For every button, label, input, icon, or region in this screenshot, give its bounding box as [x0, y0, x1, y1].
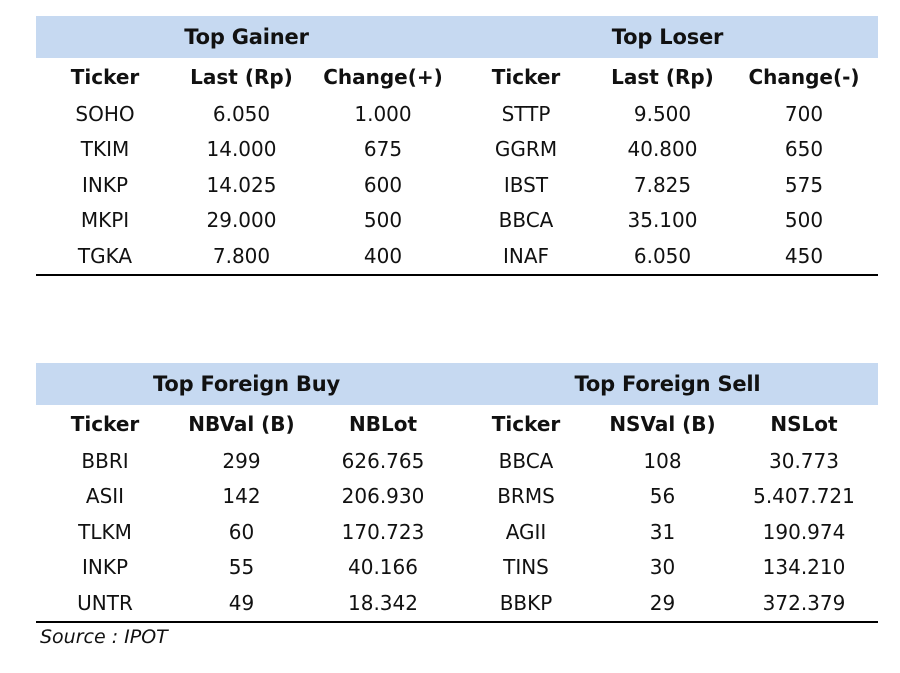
- last-price-cell: 7.800: [212, 243, 271, 268]
- last-price-cell: 35.100: [627, 208, 698, 233]
- column-header: Ticker: [491, 412, 561, 436]
- lot-cell: 170.723: [341, 519, 425, 544]
- column-header: Last (Rp): [611, 65, 714, 89]
- top-foreign-buy-title: Top Foreign Buy: [153, 372, 340, 396]
- ticker-cell: BRMS: [497, 484, 555, 509]
- gainer-loser-table: [36, 16, 878, 276]
- table-row: [36, 238, 878, 274]
- table-row: [36, 479, 878, 515]
- column-header: NSVal (B): [609, 412, 716, 436]
- column-header: Change(+): [323, 65, 443, 89]
- ticker-cell: SOHO: [75, 101, 135, 126]
- table-row: [36, 167, 878, 203]
- column-header: Ticker: [70, 65, 140, 89]
- foreign-flow-table: [36, 363, 878, 623]
- ticker-cell: GGRM: [494, 137, 558, 162]
- change-cell: 600: [363, 172, 403, 197]
- table-header-row: [36, 405, 878, 443]
- column-header: NBLot: [348, 412, 418, 436]
- lot-cell: 5.407.721: [753, 484, 855, 509]
- last-price-cell: 9.500: [633, 101, 692, 126]
- table-header-row: [36, 58, 878, 96]
- ticker-cell: TGKA: [77, 243, 133, 268]
- ticker-cell: TINS: [503, 555, 549, 580]
- value-cell: 49: [228, 590, 255, 615]
- column-header: NBVal (B): [188, 412, 295, 436]
- last-price-cell: 7.825: [633, 172, 692, 197]
- column-header: Ticker: [70, 412, 140, 436]
- column-header: Ticker: [491, 65, 561, 89]
- value-cell: 56: [649, 484, 676, 509]
- value-cell: 142: [222, 484, 261, 509]
- last-price-cell: 6.050: [633, 243, 692, 268]
- value-cell: 60: [228, 519, 255, 544]
- table-row: [36, 443, 878, 479]
- table-row: [36, 96, 878, 132]
- foreign-title-band: [36, 363, 878, 405]
- ticker-cell: BBCA: [498, 448, 554, 473]
- table-row: [36, 514, 878, 550]
- change-cell: 575: [784, 172, 824, 197]
- ticker-cell: BBCA: [498, 208, 554, 233]
- lot-cell: 134.210: [762, 555, 846, 580]
- change-cell: 1.000: [354, 101, 412, 126]
- column-header: NSLot: [770, 412, 838, 436]
- gainer-loser-title-band: [36, 16, 878, 58]
- ticker-cell: BBRI: [81, 448, 129, 473]
- ticker-cell: TKIM: [80, 137, 130, 162]
- table-row: [36, 585, 878, 621]
- top-loser-title: Top Loser: [611, 25, 724, 49]
- value-cell: 31: [649, 519, 676, 544]
- change-cell: 500: [363, 208, 403, 233]
- table-row: [36, 203, 878, 239]
- last-price-cell: 6.050: [212, 101, 271, 126]
- value-cell: 299: [222, 448, 261, 473]
- table-row: [36, 132, 878, 168]
- ticker-cell: INKP: [81, 555, 129, 580]
- ticker-cell: BBKP: [499, 590, 553, 615]
- change-cell: 500: [784, 208, 824, 233]
- ticker-cell: UNTR: [77, 590, 133, 615]
- ticker-cell: INKP: [81, 172, 129, 197]
- last-price-cell: 29.000: [206, 208, 277, 233]
- lot-cell: 18.342: [348, 590, 418, 615]
- lot-cell: 30.773: [769, 448, 839, 473]
- change-cell: 700: [784, 101, 824, 126]
- ticker-cell: TLKM: [78, 519, 132, 544]
- lot-cell: 40.166: [348, 555, 418, 580]
- last-price-cell: 14.025: [206, 172, 277, 197]
- value-cell: 55: [228, 555, 255, 580]
- change-cell: 675: [363, 137, 403, 162]
- last-price-cell: 14.000: [206, 137, 277, 162]
- change-cell: 450: [784, 243, 824, 268]
- change-cell: 650: [784, 137, 824, 162]
- table-bottom-rule: [36, 274, 878, 276]
- column-header: Change(-): [748, 65, 860, 89]
- ticker-cell: MKPI: [80, 208, 130, 233]
- change-cell: 400: [363, 243, 403, 268]
- value-cell: 108: [643, 448, 682, 473]
- ticker-cell: AGII: [505, 519, 547, 544]
- ticker-cell: ASII: [85, 484, 125, 509]
- lot-cell: 372.379: [762, 590, 846, 615]
- lot-cell: 206.930: [341, 484, 425, 509]
- source-note: Source : IPOT: [40, 626, 168, 648]
- lot-cell: 190.974: [762, 519, 846, 544]
- lot-cell: 626.765: [341, 448, 425, 473]
- ticker-cell: INAF: [502, 243, 550, 268]
- value-cell: 30: [649, 555, 676, 580]
- value-cell: 29: [649, 590, 676, 615]
- ticker-cell: IBST: [503, 172, 549, 197]
- table-row: [36, 550, 878, 586]
- table-bottom-rule: [36, 621, 878, 623]
- top-foreign-sell-title: Top Foreign Sell: [574, 372, 761, 396]
- top-gainer-title: Top Gainer: [184, 25, 309, 49]
- ticker-cell: STTP: [501, 101, 551, 126]
- last-price-cell: 40.800: [627, 137, 698, 162]
- column-header: Last (Rp): [190, 65, 293, 89]
